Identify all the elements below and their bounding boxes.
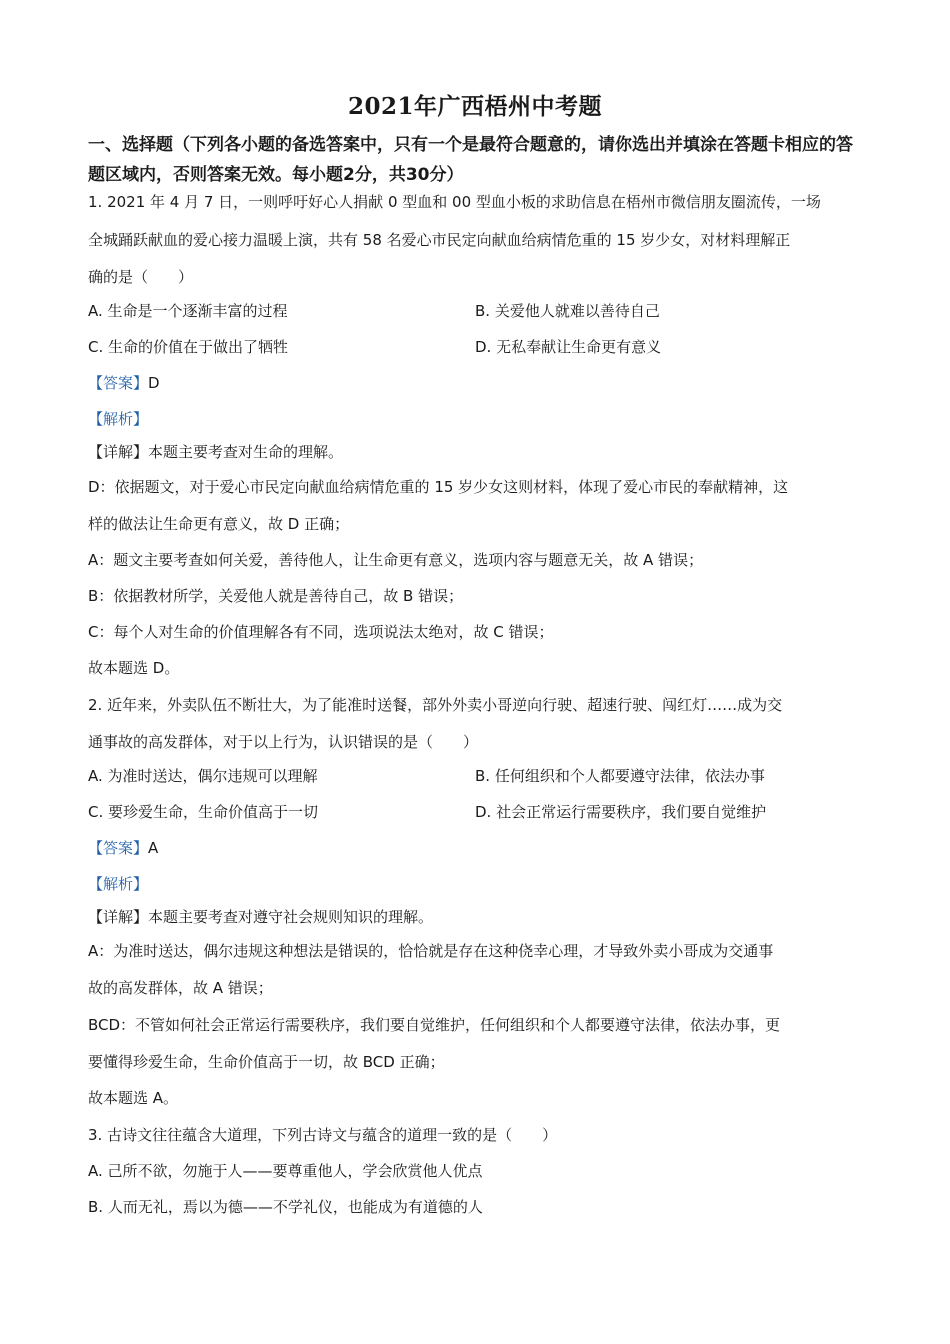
q1-stem-line-2: 全城踊跃献血的爱心接力温暖上演，共有 58 名爱心市民定向献血给病情危重的 15 岁少女，对材料理解正 <box>88 231 791 249</box>
q1-analysis-tag: 【解析】 <box>88 410 149 428</box>
q2-stem-line-2: 通事故的高发群体，对于以上行为，认识错误的是（ ） <box>88 733 479 751</box>
q2-explanation-a-line-2: 故的高发群体，故 A 错误； <box>88 979 273 997</box>
q1-stem-line-3: 确的是（ ） <box>88 268 194 286</box>
q1-explanation-d-line-1: D：依据题文，对于爱心市民定向献血给病情危重的 15 岁少女这则材料，体现了爱心市民的奉献精神，这 <box>88 478 789 496</box>
q3-option-b: B. 人而无礼，焉以为德——不学礼仪，也能成为有道德的人 <box>88 1198 483 1216</box>
q1-answer <box>88 372 160 393</box>
q1-answer-value: D <box>148 374 160 392</box>
answer-tag: 【答案】 <box>88 374 149 392</box>
q1-explanation-a: A：题文主要考查如何关爱，善待他人，让生命更有意义，选项内容与题意无关，故 A 错误； <box>88 551 704 569</box>
q2-option-b: B. 任何组织和个人都要遵守法律，依法办事 <box>475 767 765 785</box>
q2-analysis-tag: 【解析】 <box>88 875 149 893</box>
q2-answer-value: A <box>148 839 159 857</box>
q3-stem-line-1: 3. 古诗文往往蕴含大道理，下列古诗文与蕴含的道理一致的是（ ） <box>88 1126 558 1144</box>
q1-stem-line-1: 1. 2021 年 4 月 7 日，一则呼吁好心人捐献 0 型血和 00 型血小板的求助信息在梧州市微信朋友圈流传，一场 <box>88 193 821 211</box>
q1-detail <box>88 441 343 462</box>
q1-option-b: B. 关爱他人就难以善待自己 <box>475 302 660 320</box>
q2-explanation-bcd-line-2: 要懂得珍爱生命，生命价值高于一切，故 BCD 正确； <box>88 1053 445 1071</box>
q3-option-a: A. 己所不欲，勿施于人——要尊重他人，学会欣赏他人优点 <box>88 1162 483 1180</box>
section-header: 一、选择题（下列各小题的备选答案中，只有一个是最符合题意的，请你选出并填涂在答题卡相应的答题区域内，否则答案无效。每小题2分，共30分） <box>88 135 853 185</box>
q2-option-a: A. 为准时送达，偶尔违规可以理解 <box>88 767 318 785</box>
q1-conclusion: 故本题选 D。 <box>88 659 180 677</box>
q1-option-a: A. 生命是一个逐渐丰富的过程 <box>88 302 288 320</box>
q2-explanation-a-line-1: A：为准时送达，偶尔违规这种想法是错误的，恰恰就是存在这种侥幸心理，才导致外卖小哥成为交通事 <box>88 942 774 960</box>
q1-explanation-d-line-2: 样的做法让生命更有意义，故 D 正确； <box>88 515 350 533</box>
q2-option-d: D. 社会正常运行需要秩序，我们要自觉维护 <box>475 803 767 821</box>
q2-stem-line-1: 2. 近年来，外卖队伍不断壮大，为了能准时送餐，部外外卖小哥逆向行驶、超速行驶、闯红灯……成为交 <box>88 696 783 714</box>
q1-explanation-c: C：每个人对生命的价值理解各有不同，选项说法太绝对，故 C 错误； <box>88 623 554 641</box>
q2-detail-text: 本题主要考查对遵守社会规则知识的理解。 <box>148 908 434 926</box>
q2-detail <box>88 906 433 927</box>
q2-conclusion: 故本题选 A。 <box>88 1089 179 1107</box>
q2-answer <box>88 837 158 858</box>
detail-tag: 【详解】 <box>88 443 149 461</box>
page-title: 2021年广西梧州中考题 <box>347 93 602 120</box>
answer-tag: 【答案】 <box>88 839 149 857</box>
q1-option-c: C. 生命的价值在于做出了牺牲 <box>88 338 289 356</box>
q1-explanation-b: B：依据教材所学，关爱他人就是善待自己，故 B 错误； <box>88 587 464 605</box>
q1-detail-text: 本题主要考查对生命的理解。 <box>148 443 344 461</box>
q1-option-d: D. 无私奉献让生命更有意义 <box>475 338 662 356</box>
q2-explanation-bcd-line-1: BCD：不管如何社会正常运行需要秩序，我们要自觉维护，任何组织和个人都要遵守法律，依法办事，更 <box>88 1016 781 1034</box>
detail-tag: 【详解】 <box>88 908 149 926</box>
q2-option-c: C. 要珍爱生命，生命价值高于一切 <box>88 803 319 821</box>
